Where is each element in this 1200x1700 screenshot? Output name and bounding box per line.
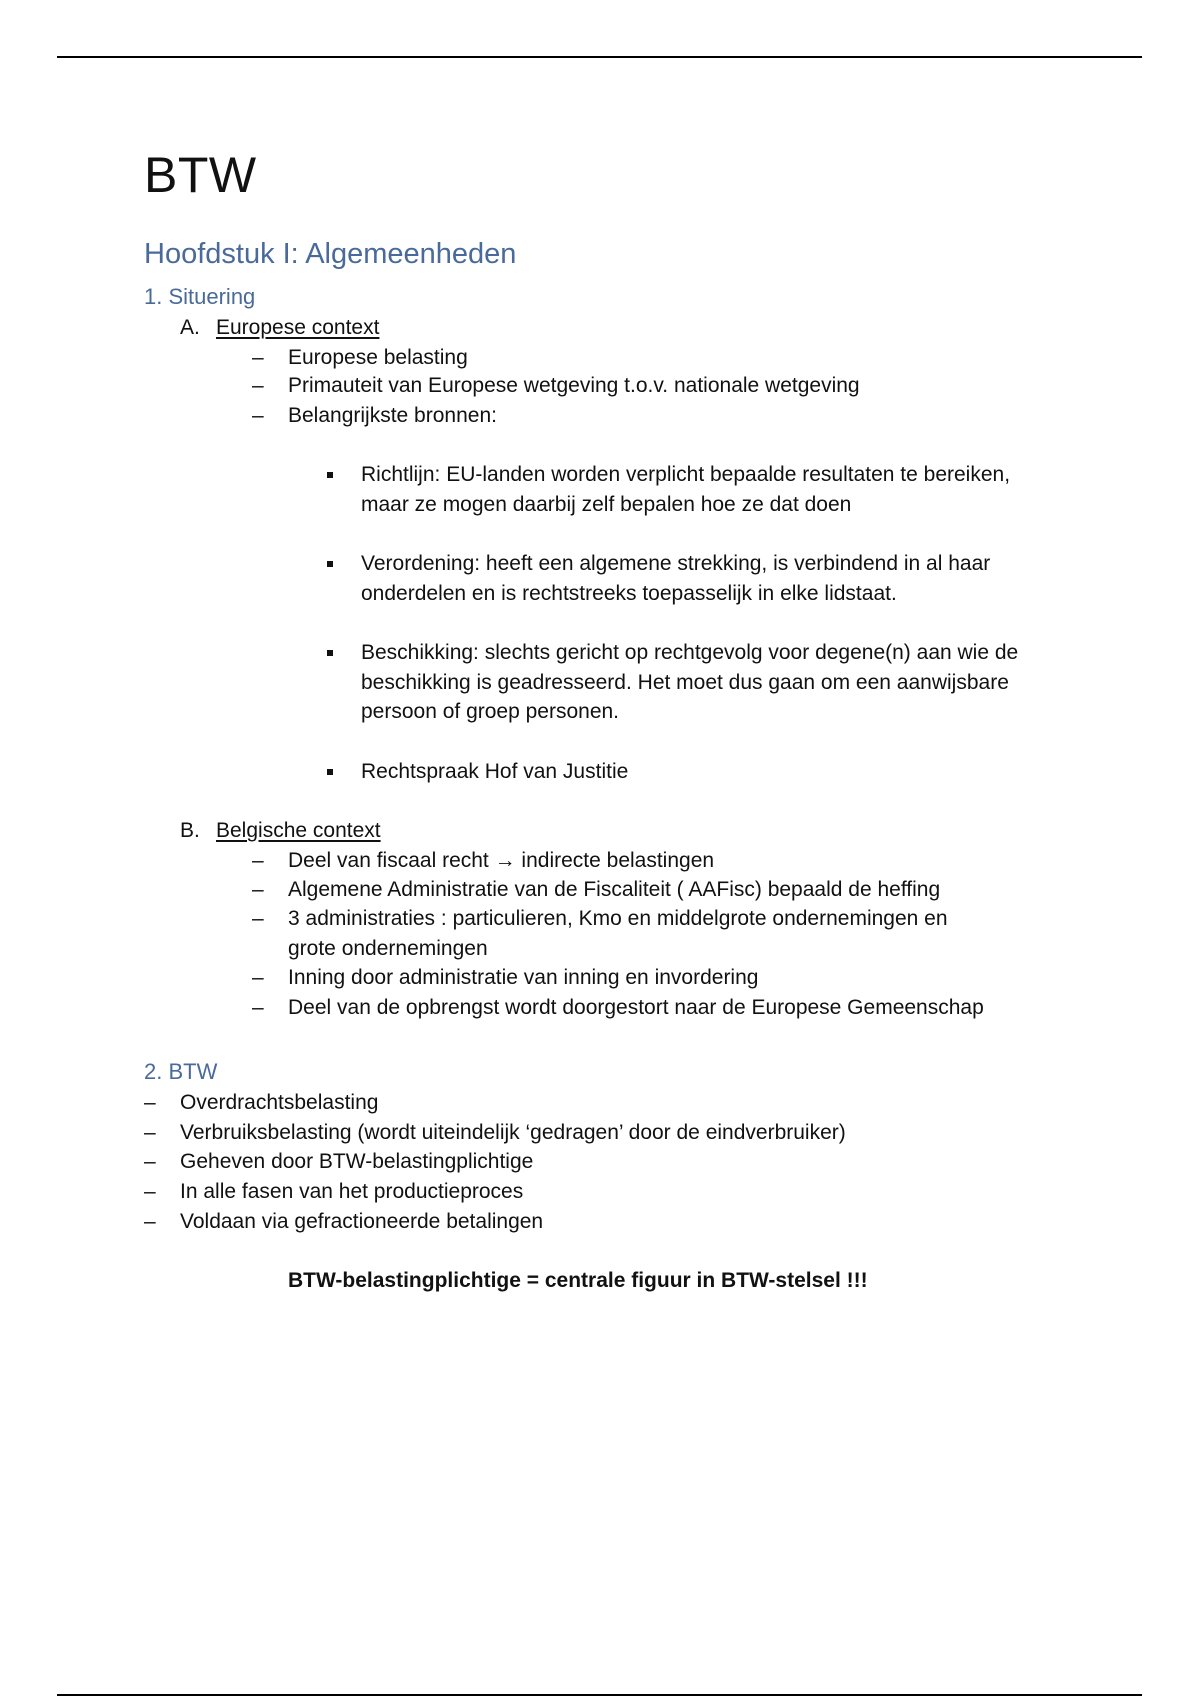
dash-bullet: – (252, 907, 264, 930)
list-item: Belangrijkste bronnen: (288, 404, 497, 427)
source-item-line: Richtlijn: EU-landen worden verplicht bepaalde resultaten te bereiken, (361, 463, 1011, 486)
chapter-heading: Hoofdstuk I: Algemeenheden (144, 238, 517, 270)
bottom-rule (57, 1694, 1142, 1696)
top-rule (57, 56, 1142, 58)
source-item-line: persoon of groep personen. (361, 700, 620, 723)
dash-bullet: – (252, 966, 264, 989)
dash-bullet: – (252, 374, 264, 397)
source-item-line: onderdelen en is rechtstreeks toepasselijk in elke lidstaat. (361, 582, 897, 605)
list-item-continuation: grote ondernemingen (288, 937, 488, 960)
list-item: Algemene Administratie van de Fiscaliteit ( AAFisc) bepaald de heffing (288, 878, 941, 901)
dash-bullet: – (144, 1121, 156, 1144)
emphasis-statement: BTW-belastingplichtige = centrale figuur in BTW-stelsel !!! (288, 1269, 868, 1292)
list-item: Deel van fiscaal recht → indirecte belastingen (288, 849, 715, 872)
source-item-line: Rechtspraak Hof van Justitie (361, 760, 629, 783)
list-marker-b: B. (180, 819, 200, 842)
square-bullet-icon (327, 769, 333, 775)
subsection-label-belgische-context: Belgische context (216, 819, 381, 842)
list-item: Deel van de opbrengst wordt doorgestort naar de Europese Gemeenschap (288, 996, 984, 1019)
list-item: Overdrachtsbelasting (180, 1091, 379, 1114)
source-item-line: Verordening: heeft een algemene strekking, is verbindend in al haar (361, 552, 991, 575)
dash-bullet: – (144, 1210, 156, 1233)
list-marker-a: A. (180, 316, 200, 339)
square-bullet-icon (327, 472, 333, 478)
list-item: Inning door administratie van inning en invordering (288, 966, 759, 989)
list-item: Europese belasting (288, 346, 468, 369)
dash-bullet: – (252, 878, 264, 901)
source-item-line: Beschikking: slechts gericht op rechtgevolg voor degene(n) aan wie de (361, 641, 1019, 664)
dash-bullet: – (144, 1091, 156, 1114)
dash-bullet: – (252, 849, 264, 872)
list-item: Verbruiksbelasting (wordt uiteindelijk ‘gedragen’ door de eindverbruiker) (180, 1121, 846, 1144)
subsection-label-europese-context: Europese context (216, 316, 380, 339)
square-bullet-icon (327, 561, 333, 567)
source-item-line: beschikking is geadresseerd. Het moet dus gaan om een aanwijsbare (361, 671, 1009, 694)
list-item: In alle fasen van het productieproces (180, 1180, 524, 1203)
document-title: BTW (144, 147, 257, 203)
list-item: Primauteit van Europese wetgeving t.o.v. nationale wetgeving (288, 374, 860, 397)
dash-bullet: – (144, 1180, 156, 1203)
list-item: Geheven door BTW-belastingplichtige (180, 1150, 534, 1173)
dash-bullet: – (252, 404, 264, 427)
source-item-line: maar ze mogen daarbij zelf bepalen hoe ze dat doen (361, 493, 852, 516)
list-item: Voldaan via gefractioneerde betalingen (180, 1210, 544, 1233)
dash-bullet: – (252, 346, 264, 369)
dash-bullet: – (252, 996, 264, 1019)
section-heading-btw: 2. BTW (144, 1059, 218, 1084)
section-heading-situering: 1. Situering (144, 284, 256, 309)
dash-bullet: – (144, 1150, 156, 1173)
list-item: 3 administraties : particulieren, Kmo en middelgrote ondernemingen en (288, 907, 948, 930)
square-bullet-icon (327, 650, 333, 656)
